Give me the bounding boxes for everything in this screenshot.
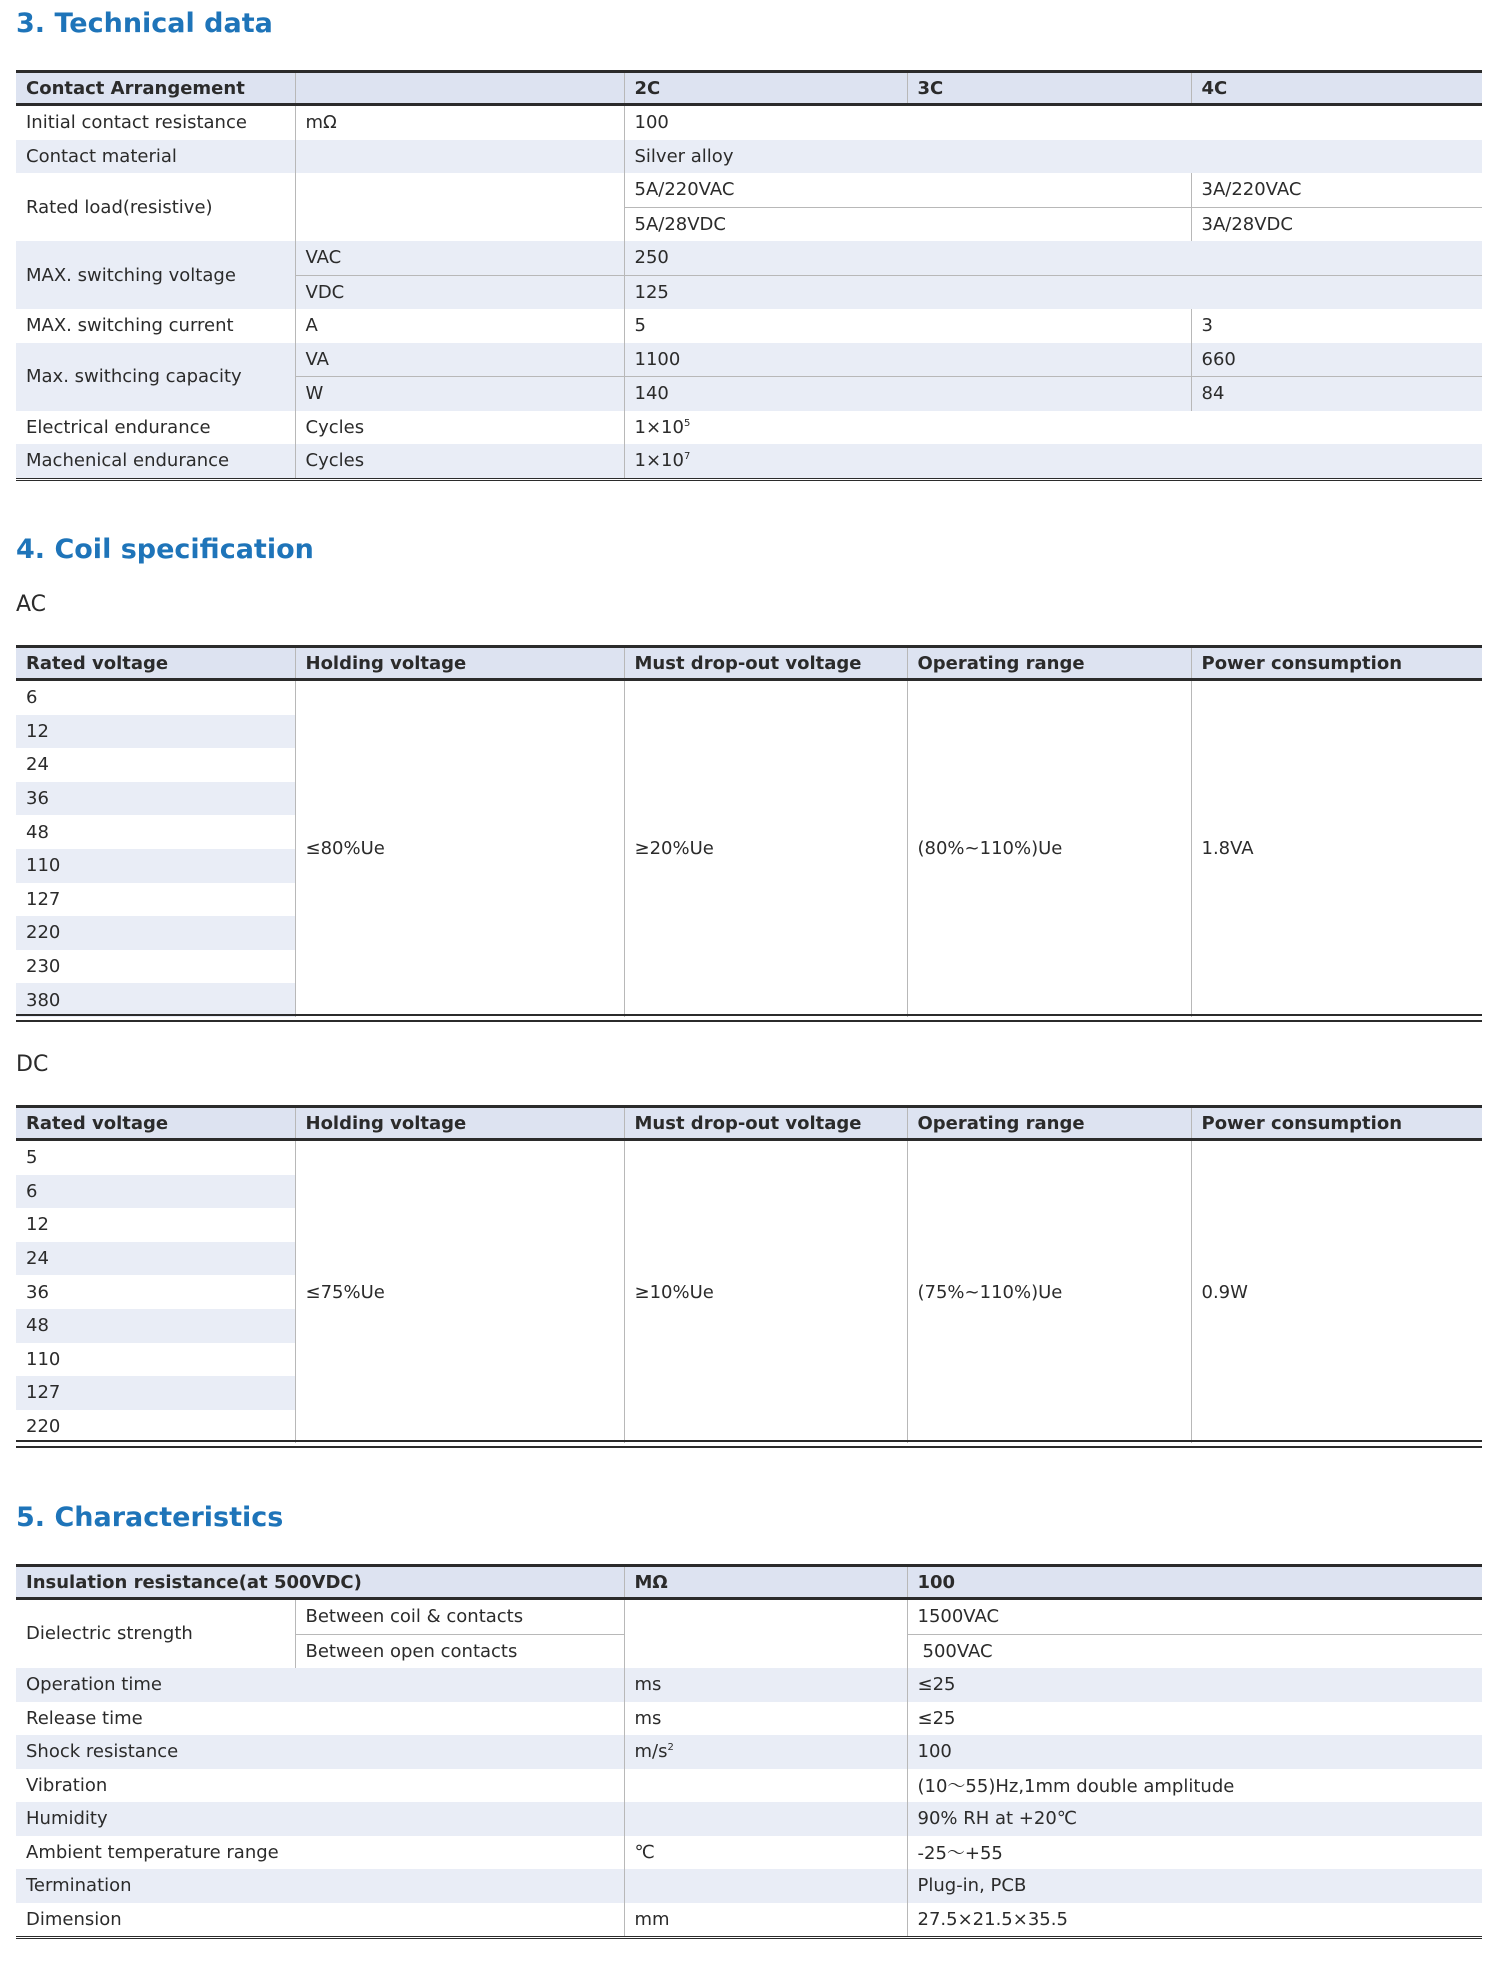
header-power-consumption: Power consumption (1191, 647, 1482, 680)
table-row (16, 1599, 1482, 1635)
header-power-consumption: Power consumption (1191, 1107, 1482, 1140)
row-value: ≤25 (907, 1702, 1482, 1736)
rated-voltage-cell: 36 (26, 1281, 49, 1303)
table-row (16, 1140, 1482, 1175)
table-row (16, 309, 1482, 343)
dielectric-sub-label: Between coil & contacts (295, 1599, 624, 1635)
row-value-4c: 84 (1191, 377, 1482, 411)
rated-voltage-cell: 5 (26, 1147, 38, 1169)
characteristics-table (16, 1564, 1482, 1939)
rated-voltage-cell: 48 (16, 1309, 295, 1343)
table-header-row (16, 72, 1482, 105)
rated-voltage-cell: 220 (16, 916, 295, 950)
power-consumption-cell: 0.9W (1191, 1140, 1482, 1444)
table-row (16, 1903, 1482, 1938)
row-value-4c: 660 (1191, 343, 1482, 377)
row-value: 5 (624, 309, 1191, 343)
row-unit (624, 1769, 907, 1803)
table-row (16, 444, 1482, 479)
row-value: 5A/220VAC (624, 173, 1191, 207)
rated-voltage-cell: 380 (16, 983, 295, 1017)
ac-label: AC (16, 592, 47, 617)
table-row (16, 140, 1482, 174)
row-unit (624, 1869, 907, 1903)
dielectric-strength-label: Dielectric strength (26, 1623, 193, 1644)
rated-voltage-cell: 36 (16, 782, 295, 816)
row-value: 100 (907, 1735, 1482, 1769)
rated-voltage-cell: 230 (26, 956, 61, 978)
header-drop-out-voltage: Must drop-out voltage (624, 1107, 907, 1140)
table-row (16, 1702, 1482, 1736)
section-title-technical-data: 3. Technical data (16, 8, 273, 39)
header-2c: 2C (624, 72, 907, 105)
technical-data-table (16, 70, 1482, 481)
row-label: Release time (26, 1707, 143, 1729)
header-holding-voltage: Holding voltage (295, 1107, 624, 1140)
row-label: Contact material (26, 145, 177, 167)
rated-voltage-cell: 110 (26, 1348, 61, 1370)
section-title-coil-specification: 4. Coil specification (16, 534, 314, 565)
rated-voltage-cell: 220 (26, 1416, 61, 1438)
row-label: MAX. switching voltage (26, 264, 236, 286)
header-holding-voltage: Holding voltage (295, 647, 624, 680)
table-header-row (16, 1107, 1482, 1140)
row-label: Rated load(resistive) (26, 196, 213, 218)
row-value: 125 (624, 275, 1482, 309)
unit-base: m/s (634, 1741, 668, 1763)
row-value: Plug-in, PCB (907, 1869, 1482, 1903)
header-unit (295, 72, 624, 105)
table-row (16, 173, 1482, 207)
row-value: (10～55)Hz,1mm double amplitude (907, 1769, 1482, 1803)
row-value: 1100 (624, 343, 1191, 377)
dielectric-value: 500VAC (907, 1634, 1482, 1668)
table-row (16, 1869, 1482, 1903)
row-label: MAX. switching current (26, 315, 234, 337)
holding-voltage-cell: ≤75%Ue (295, 1140, 624, 1444)
row-unit (295, 173, 624, 241)
row-value: 5A/28VDC (624, 207, 1191, 241)
table-row (16, 1802, 1482, 1836)
row-value: 27.5×21.5×35.5 (907, 1903, 1482, 1938)
operating-range-cell: (75%~110%)Ue (907, 1140, 1191, 1444)
row-unit: ms (624, 1702, 907, 1736)
row-unit: Cycles (295, 411, 624, 445)
row-unit (624, 1735, 907, 1769)
drop-out-voltage-cell: ≥10%Ue (624, 1140, 907, 1444)
row-unit: mm (624, 1903, 907, 1938)
table-header-row (16, 647, 1482, 680)
header-3c: 3C (907, 72, 1191, 105)
table-row (16, 343, 1482, 377)
row-unit: W (295, 377, 624, 411)
row-unit: VAC (295, 241, 624, 275)
row-value: 250 (624, 241, 1482, 275)
dc-table-bottom-rule (16, 1440, 1482, 1442)
header-4c: 4C (1191, 72, 1482, 105)
row-value-4c: 3A/220VAC (1191, 173, 1482, 207)
row-unit: VDC (295, 275, 624, 309)
header-operating-range: Operating range (907, 1107, 1191, 1140)
value-base: 1×10 (634, 450, 684, 472)
drop-out-voltage-cell: ≥20%Ue (624, 680, 907, 1017)
rated-voltage-cell: 6 (16, 1175, 295, 1209)
row-label: Operation time (26, 1674, 162, 1696)
row-unit: ℃ (624, 1836, 907, 1870)
rated-voltage-cell: 48 (26, 821, 49, 843)
table-row (16, 1836, 1482, 1870)
rated-voltage-cell: 24 (16, 1242, 295, 1276)
table-row (16, 1668, 1482, 1702)
row-label: Electrical endurance (26, 416, 211, 438)
table-row (16, 1735, 1482, 1769)
table-row (16, 241, 1482, 275)
row-label: Termination (26, 1875, 132, 1897)
header-drop-out-voltage: Must drop-out voltage (624, 647, 907, 680)
rated-voltage-cell: 12 (26, 1214, 49, 1236)
row-unit (295, 140, 624, 174)
row-value: -25～+55 (907, 1836, 1482, 1870)
row-value-4c: 3 (1191, 309, 1482, 343)
row-value (624, 411, 1482, 445)
table-row (16, 680, 1482, 715)
row-unit: VA (295, 343, 624, 377)
dc-label: DC (16, 1052, 49, 1077)
row-unit: Cycles (295, 444, 624, 479)
section-title-characteristics: 5. Characteristics (16, 1502, 284, 1533)
row-label: Ambient temperature range (26, 1841, 279, 1863)
rated-voltage-cell: 110 (16, 849, 295, 883)
row-label: Initial contact resistance (26, 112, 247, 134)
table-row (16, 1769, 1482, 1803)
rated-voltage-cell: 127 (26, 888, 61, 910)
row-value: 140 (624, 377, 1191, 411)
row-value-4c: 3A/28VDC (1191, 207, 1482, 241)
value-exponent: 5 (683, 417, 691, 429)
row-value: ≤25 (907, 1668, 1482, 1702)
row-unit: mΩ (295, 105, 624, 140)
dielectric-value: 1500VAC (907, 1599, 1482, 1635)
power-consumption-cell: 1.8VA (1191, 680, 1482, 1017)
unit-exponent: 2 (667, 1742, 674, 1754)
table-header-row (16, 1566, 1482, 1599)
ac-coil-table (16, 645, 1482, 1017)
row-label: Max. swithcing capacity (26, 366, 242, 387)
table-row (16, 105, 1482, 140)
row-label: Humidity (26, 1808, 108, 1830)
value-exponent: 7 (683, 451, 691, 463)
dc-table-bottom-rule (16, 1446, 1482, 1448)
rated-voltage-cell: 127 (16, 1376, 295, 1410)
ac-table-bottom-rule (16, 1020, 1482, 1022)
row-unit (624, 1802, 907, 1836)
row-label: Vibration (26, 1774, 108, 1796)
row-value (624, 444, 1482, 479)
table-row (16, 411, 1482, 445)
operating-range-cell: (80%~110%)Ue (907, 680, 1191, 1017)
dielectric-unit (624, 1599, 907, 1669)
row-value: 100 (624, 105, 1482, 140)
rated-voltage-cell: 12 (16, 715, 295, 749)
header-rated-voltage: Rated voltage (16, 1107, 295, 1140)
row-value: 90% RH at +20℃ (907, 1802, 1482, 1836)
row-unit: ms (624, 1668, 907, 1702)
header-value: 100 (907, 1566, 1482, 1599)
row-value: Silver alloy (624, 140, 1482, 174)
rated-voltage-cell: 24 (26, 754, 49, 776)
header-rated-voltage: Rated voltage (16, 647, 295, 680)
dc-coil-table (16, 1105, 1482, 1443)
row-label: Machenical endurance (16, 444, 295, 479)
header-unit: MΩ (624, 1566, 907, 1599)
value-base: 1×10 (634, 416, 684, 438)
holding-voltage-cell: ≤80%Ue (295, 680, 624, 1017)
row-unit: A (295, 309, 624, 343)
rated-voltage-cell: 6 (26, 687, 38, 709)
header-insulation-resistance: Insulation resistance(at 500VDC) (16, 1566, 624, 1599)
header-operating-range: Operating range (907, 647, 1191, 680)
header-contact-arrangement: Contact Arrangement (16, 72, 295, 105)
row-label: Shock resistance (26, 1741, 179, 1763)
ac-table-bottom-rule (16, 1014, 1482, 1016)
row-label: Dimension (16, 1903, 624, 1938)
dielectric-sub-label: Between open contacts (295, 1634, 624, 1668)
